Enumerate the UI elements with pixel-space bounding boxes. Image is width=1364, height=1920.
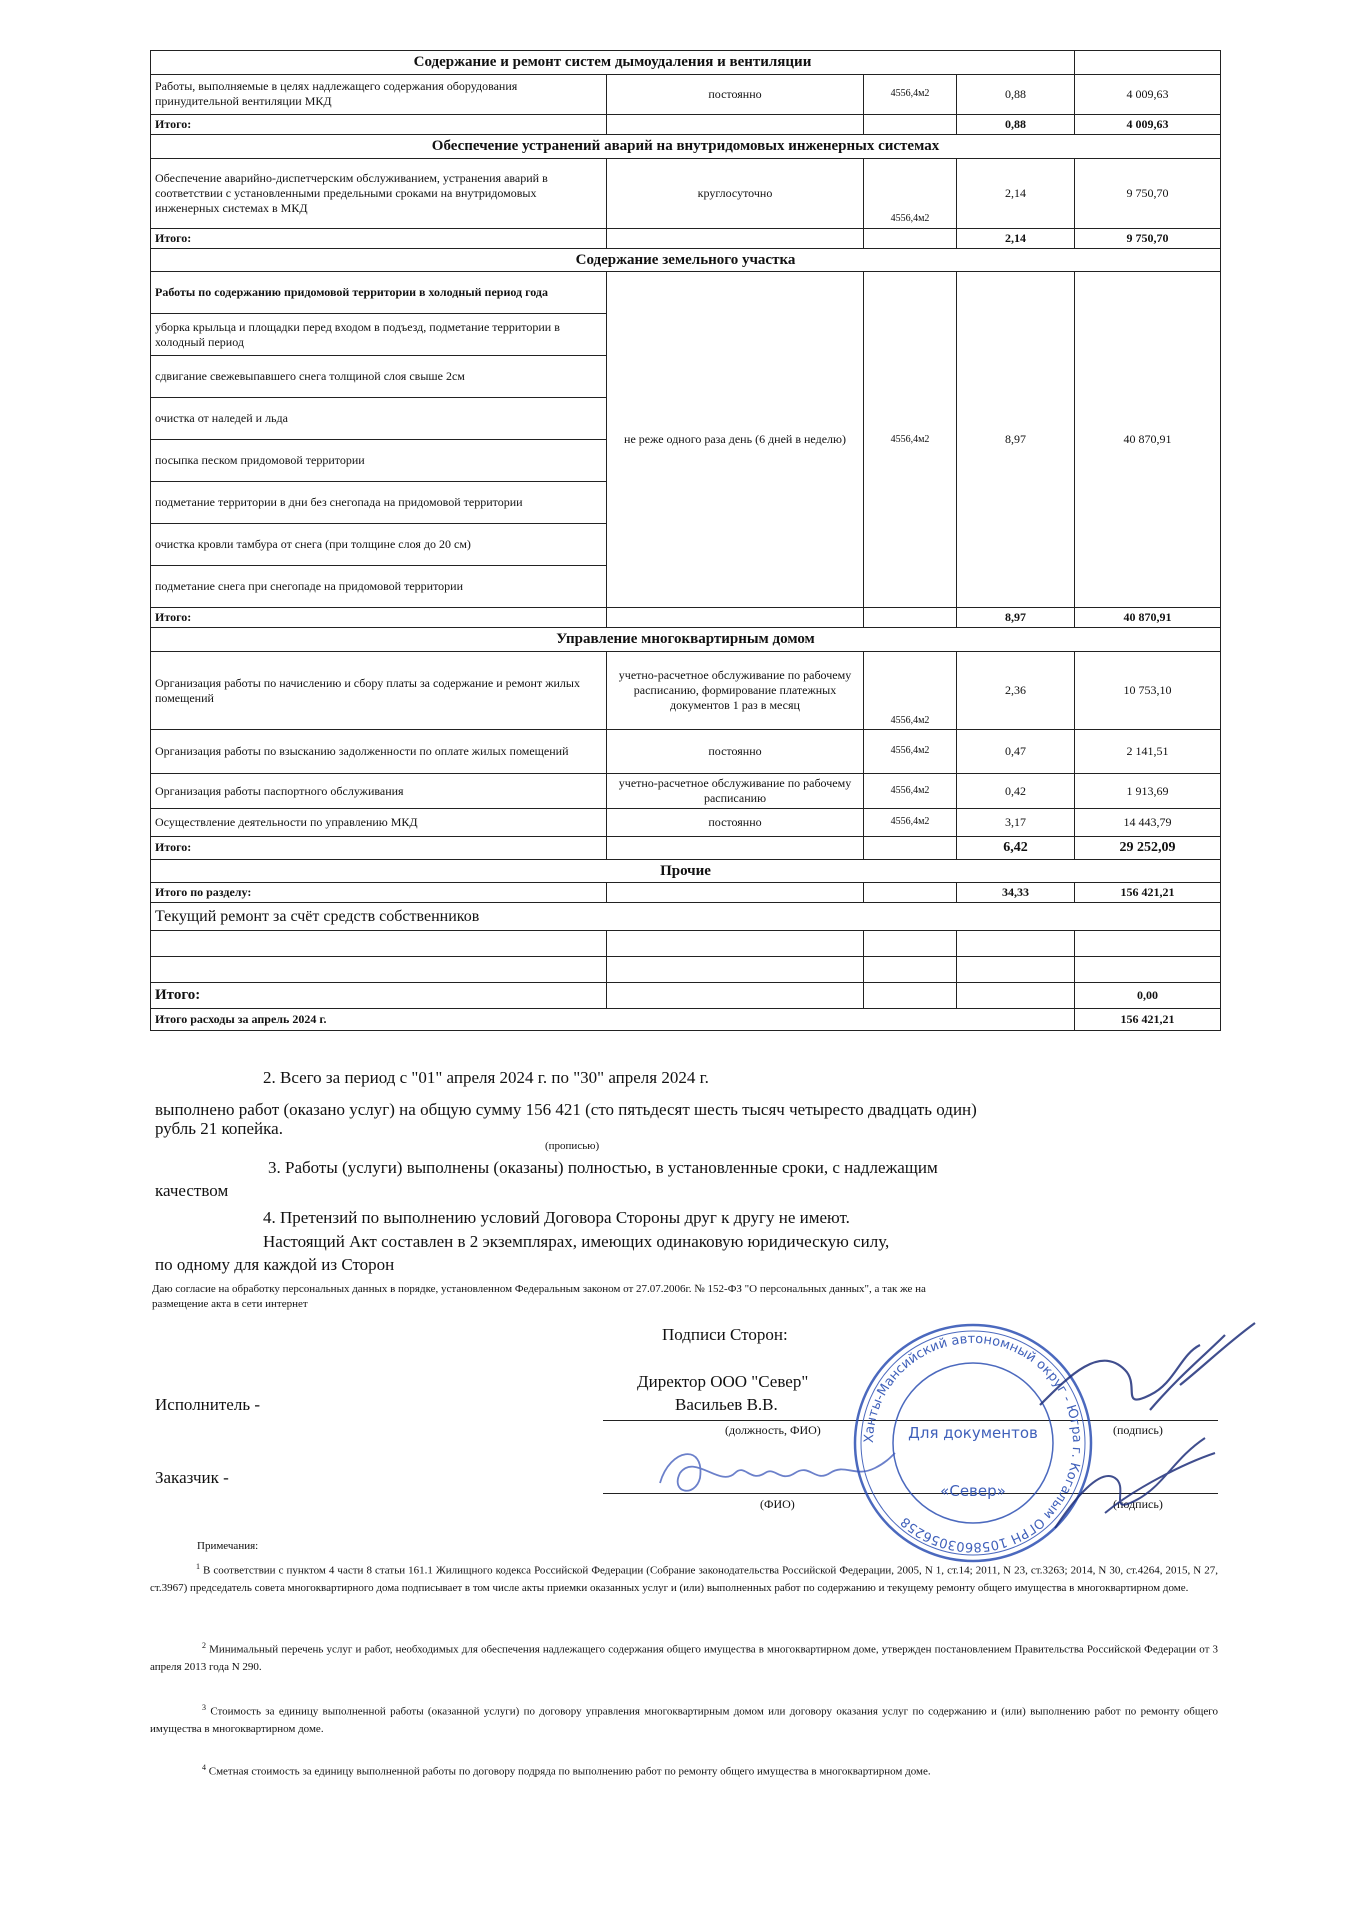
stamp-center-text: Для документов: [908, 1424, 1038, 1442]
executor-sign-caption: (подпись): [1113, 1423, 1163, 1437]
total-sum: 0,00: [1075, 983, 1221, 1009]
work-group-title: Работы по содержанию придомовой территории в холодный период года: [151, 272, 607, 314]
section-total-sum: 156 421,21: [1075, 883, 1221, 903]
work-name: Организация работы по взысканию задолженности по оплате жилых помещений: [151, 730, 607, 774]
section-total-rate: 34,33: [957, 883, 1075, 903]
total-label: Итого:: [151, 837, 607, 860]
grand-total-label: Итого расходы за апрель 2024 г.: [151, 1009, 1075, 1031]
work-area: 4556,4м2: [864, 809, 957, 837]
work-area: 4556,4м2: [864, 74, 957, 114]
work-sum: 1 913,69: [1075, 774, 1221, 809]
consent-text-end: размещение акта в сети интернет: [152, 1298, 308, 1310]
work-rate: 8,97: [957, 272, 1075, 608]
work-rate: 2,14: [957, 158, 1075, 228]
work-sum: 9 750,70: [1075, 158, 1221, 228]
paragraph-4: 4. Претензий по выполнению условий Договора Стороны друг к другу не имеют.: [263, 1208, 850, 1227]
executor-signature-2: [1045, 1428, 1220, 1538]
note-1: [150, 1561, 1218, 1598]
note-2-text: Минимальный перечень услуг и работ, необходимых для обеспечения надлежащего содержания общего имущества в многоквартирном доме, утвержден постановлением Правительства Российской Федерации от 3 апреля 2013 года N 290.: [150, 1643, 1218, 1674]
executor-name: Васильев В.В.: [675, 1395, 778, 1414]
section-total-row: [151, 883, 1221, 903]
empty-row: [151, 931, 1221, 957]
grand-total-row: [151, 1009, 1221, 1031]
section-total-label: Итого по разделу:: [151, 883, 607, 903]
note-3-mark: 3: [202, 1703, 206, 1712]
signatures-title: Подписи Сторон:: [662, 1325, 788, 1344]
section-title: Обеспечение устранений аварий на внутридомовых инженерных системах: [151, 134, 1221, 158]
work-rate: 0,88: [957, 74, 1075, 114]
work-period: учетно-расчетное обслуживание по рабочему расписанию, формирование платежных документов 1 раз в месяц: [607, 652, 864, 730]
table-row: [151, 74, 1221, 114]
total-rate: 2,14: [957, 228, 1075, 248]
work-item: очистка кровли тамбура от снега (при толщине слоя до 20 см): [151, 524, 607, 566]
table-row: [151, 730, 1221, 774]
work-sum: 40 870,91: [1075, 272, 1221, 608]
section-title: Прочие: [151, 859, 1221, 883]
work-area: 4556,4м2: [864, 158, 957, 228]
section-title: Управление многоквартирным домом: [151, 628, 1221, 652]
work-name: Работы, выполняемые в целях надлежащего содержания оборудования принудительной вентиляции МКД: [151, 74, 607, 114]
section-title: Содержание и ремонт систем дымоудаления и вентиляции: [151, 51, 1075, 75]
work-name: Осуществление деятельности по управлению МКД: [151, 809, 607, 837]
work-name: Обеспечение аварийно-диспетчерским обслуживанием, устранения аварий в соответствии с установленными предельными сроками на внутридомовых инженерных системах в МКД: [151, 158, 607, 228]
work-sum: 2 141,51: [1075, 730, 1221, 774]
executor-caption: (должность, ФИО): [725, 1423, 821, 1437]
note-3-text: Стоимость за единицу выполненной работы (оказанной услуги) по договору управления многоквартирным домом или договору оказания услуг по содержанию и (или) выполнению работ по ремонту общего имущества в многоквартирном доме.: [150, 1705, 1218, 1736]
total-rate: 8,97: [957, 608, 1075, 628]
total-label: Итого:: [151, 114, 607, 134]
total-row: [151, 608, 1221, 628]
table-row: [151, 809, 1221, 837]
customer-signature: [650, 1438, 900, 1508]
note-4: [150, 1762, 1218, 1781]
work-item: очистка от наледей и льда: [151, 398, 607, 440]
note-1-mark: 1: [196, 1562, 200, 1571]
work-item: уборка крыльца и площадки перед входом в подъезд, подметание территории в холодный период: [151, 314, 607, 356]
propisyu-caption: (прописью): [545, 1140, 600, 1152]
work-area: 4556,4м2: [864, 730, 957, 774]
work-sum: 10 753,10: [1075, 652, 1221, 730]
total-label: Итого:: [151, 608, 607, 628]
executor-signature: [1030, 1315, 1260, 1425]
customer-caption: (ФИО): [760, 1497, 795, 1511]
work-period: круглосуточно: [607, 158, 864, 228]
customer-sign-caption: (подпись): [1113, 1497, 1163, 1511]
note-2-mark: 2: [202, 1641, 206, 1650]
total-row: [151, 837, 1221, 860]
paragraph-5: Настоящий Акт составлен в 2 экземплярах, имеющих одинаковую юридическую силу,: [263, 1232, 890, 1251]
paragraph-3-end: качеством: [155, 1181, 229, 1200]
stamp-ring-text: Ханты-Мансийский автономный округ - Югра г. Когалым ОГРН 1058603056258: [861, 1331, 1085, 1555]
table-row: [151, 158, 1221, 228]
note-4-mark: 4: [202, 1763, 206, 1772]
work-period: учетно-расчетное обслуживание по рабочему расписанию: [607, 774, 864, 809]
paragraph-5-end: по одному для каждой из Сторон: [155, 1255, 395, 1274]
note-1-text: В соответствии с пунктом 4 части 8 статьи 161.1 Жилищного кодекса Российской Федерации (Собрание законодательства Российской Федерации, 2005, N 1, ст.14; 2011, N 23, ст.3263; 2014, N 30, ст.4264, 2015, N 27, ст.3967) председатель совета многоквартирного дома подписывает в том числе акты приемки оказанных услуг и (или) выполненных работ по содержанию и текущему ремонту общего имущества в многоквартирном доме.: [150, 1564, 1218, 1595]
paragraph-3: 3. Работы (услуги) выполнены (оказаны) полностью, в установленные сроки, с надлежащим: [268, 1158, 938, 1177]
total-row: [151, 228, 1221, 248]
work-rate: 0,47: [957, 730, 1075, 774]
table-row: [151, 652, 1221, 730]
work-period: постоянно: [607, 74, 864, 114]
work-area: 4556,4м2: [864, 652, 957, 730]
executor-position: Директор ООО "Север": [637, 1372, 809, 1391]
work-period: постоянно: [607, 730, 864, 774]
work-item: посыпка песком придомовой территории: [151, 440, 607, 482]
paragraph-2-sum: выполнено работ (оказано услуг) на общую сумму 156 421 (сто пятьдесят шесть тысяч четыресто двадцать один): [155, 1100, 977, 1119]
notes-title: Примечания:: [197, 1540, 259, 1552]
work-sum: 14 443,79: [1075, 809, 1221, 837]
total-sum: 9 750,70: [1075, 228, 1221, 248]
executor-label: Исполнитель -: [155, 1395, 260, 1414]
work-item: подметание территории в дни без снегопада на придомовой территории: [151, 482, 607, 524]
work-period: постоянно: [607, 809, 864, 837]
section-title: Содержание земельного участка: [151, 248, 1221, 272]
table-row: [151, 272, 1221, 314]
customer-label: Заказчик -: [155, 1468, 229, 1487]
note-3: [150, 1702, 1218, 1739]
table-row: [151, 774, 1221, 809]
paragraph-2-kopeks: рубль 21 копейка.: [155, 1119, 283, 1138]
work-rate: 3,17: [957, 809, 1075, 837]
total-rate: 6,42: [957, 837, 1075, 860]
services-table: [150, 50, 1221, 1031]
total-sum: 29 252,09: [1075, 837, 1221, 860]
work-area: 4556,4м2: [864, 774, 957, 809]
work-sum: 4 009,63: [1075, 74, 1221, 114]
total-sum: 4 009,63: [1075, 114, 1221, 134]
work-item: подметание снега при снегопаде на придомовой территории: [151, 566, 607, 608]
total-row: [151, 983, 1221, 1009]
total-row: [151, 114, 1221, 134]
work-period: не реже одного раза день (6 дней в неделю): [607, 272, 864, 608]
work-area: 4556,4м2: [864, 272, 957, 608]
total-sum: 40 870,91: [1075, 608, 1221, 628]
repair-title: Текущий ремонт за счёт средств собственников: [151, 903, 1221, 931]
total-label: Итого:: [151, 983, 607, 1009]
work-name: Организация работы по начислению и сбору платы за содержание и ремонт жилых помещений: [151, 652, 607, 730]
grand-total-sum: 156 421,21: [1075, 1009, 1221, 1031]
paragraph-2: 2. Всего за период с "01" апреля 2024 г. по "30" апреля 2024 г.: [263, 1068, 709, 1087]
empty-row: [151, 957, 1221, 983]
stamp-company-name: «Север»: [940, 1482, 1006, 1500]
consent-text: Даю согласие на обработку персональных данных в порядке, установленном Федеральным законом от 27.07.2006г. № 152-ФЗ "О персональных данных", а так же на: [152, 1283, 926, 1295]
work-rate: 2,36: [957, 652, 1075, 730]
note-2: [150, 1640, 1218, 1677]
note-4-text: Сметная стоимость за единицу выполненной работы по договору подряда по выполнению работ по ремонту общего имущества в многоквартирном доме.: [208, 1765, 931, 1778]
work-item: сдвигание свежевыпавшего снега толщиной слоя свыше 2см: [151, 356, 607, 398]
total-label: Итого:: [151, 228, 607, 248]
work-rate: 0,42: [957, 774, 1075, 809]
total-rate: 0,88: [957, 114, 1075, 134]
work-name: Организация работы паспортного обслуживания: [151, 774, 607, 809]
